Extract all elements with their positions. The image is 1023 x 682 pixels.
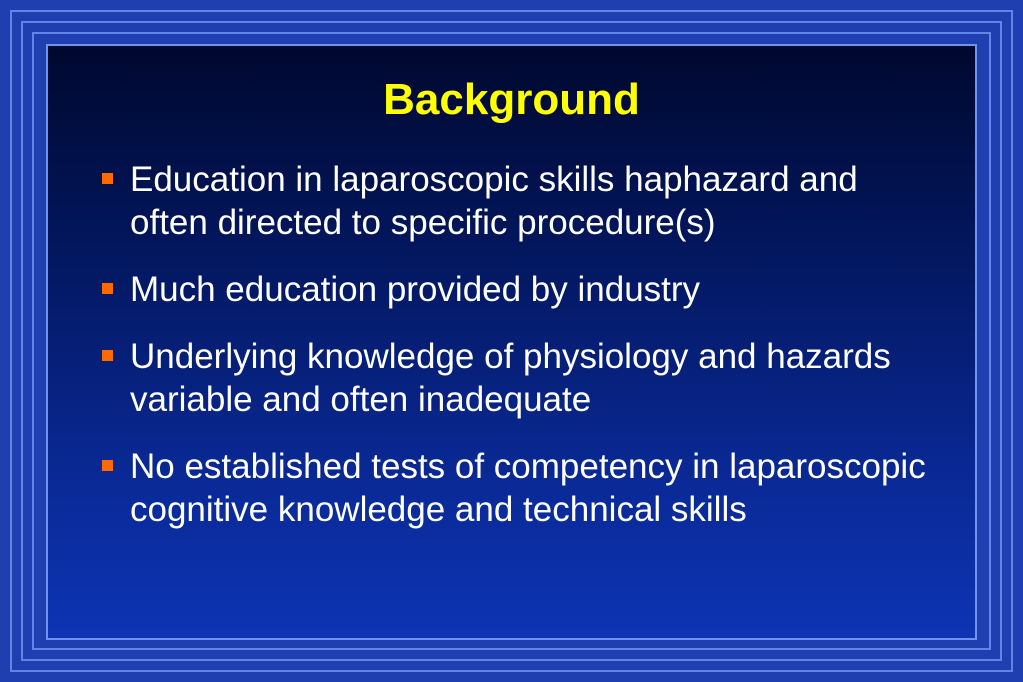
bullet-list: [100, 158, 930, 555]
bullet-text: Much education provided by industry: [130, 270, 701, 309]
square-bullet-icon: [102, 460, 113, 471]
bullet-text: Education in laparoscopic skills haphazard and often directed to specific procedure(s): [130, 160, 858, 242]
bullet-text: No established tests of competency in laparoscopic cognitive knowledge and technical skills: [130, 447, 926, 529]
square-bullet-icon: [102, 350, 113, 361]
square-bullet-icon: [102, 283, 113, 294]
bullet-item: [100, 158, 930, 244]
bullet-item: [100, 268, 930, 311]
bullet-item: [100, 445, 930, 531]
bullet-item: [100, 335, 930, 421]
bullet-text: Underlying knowledge of physiology and hazards variable and often inadequate: [130, 337, 891, 419]
slide-panel: [46, 44, 977, 640]
slide-title: Background: [383, 75, 640, 124]
square-bullet-icon: [102, 173, 113, 184]
